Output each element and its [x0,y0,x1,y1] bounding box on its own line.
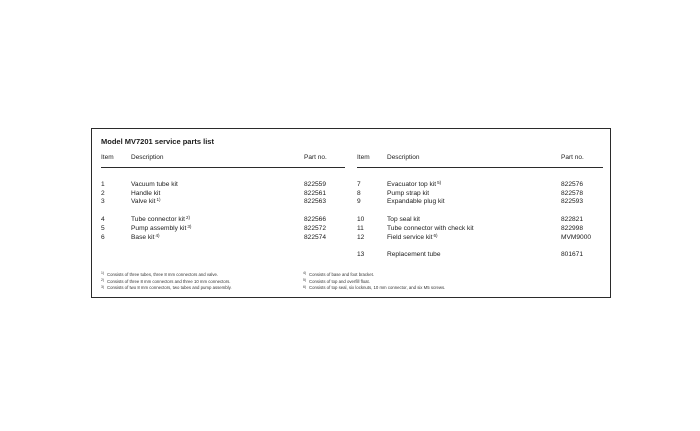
footnote: $^{6)}$ Consists of top seal, six locknuts, 10 mm connector, and six M5 screws. [303,284,446,291]
part-number: 822572 [304,225,327,232]
column-header-part-no: Part no. [561,154,584,161]
item-number: 7 [357,181,361,188]
item-number: 6 [101,234,105,241]
part-number: 822563 [304,198,327,205]
item-number: 9 [357,198,361,205]
item-description: Pump strap kit [387,190,430,197]
item-description: Handle kit [131,190,161,197]
part-number: 822998 [561,225,584,232]
column-header-item: Item [357,154,370,161]
part-number: 801671 [561,251,584,258]
column-header-description: Description [387,154,420,161]
item-description: Pump assembly kit$^{3)}$ [131,223,192,232]
part-number: 822559 [304,181,327,188]
page-title: Model MV7201 service parts list [101,137,214,146]
item-description: Vacuum tube kit [131,181,178,188]
part-number: MVM9000 [561,234,592,241]
item-description: Tube connector with check kit [387,225,474,232]
footnote-ref: 3) [187,223,192,229]
item-description: Valve kit$^{1)}$ [131,196,161,205]
footnote: $^{2)}$ Consists of three 8 mm connectors and three 10 mm connectors. [101,278,231,284]
footnote: $^{1)}$ Consists of three tubes, three 8 mm connectors and valve. [101,271,219,277]
table-row [357,181,603,190]
item-description: Expandable plug kit [387,198,445,205]
item-description: Replacement tube [387,251,441,258]
item-description: Top seal kit [387,216,420,223]
table-row [101,198,345,207]
footnote-ref: 4) [155,232,160,238]
item-description: Evacuator top kit$^{5)}$ [387,179,442,188]
footnote: $^{5)}$ Consists of top and overfill float. [303,278,370,284]
item-number: 2 [101,190,105,197]
item-number: 12 [357,234,365,241]
footnote: $^{4)}$ Consists of base and foot bracket. [303,271,374,277]
header-divider [357,167,603,168]
part-number: 822574 [304,234,327,241]
item-number: 13 [357,251,365,258]
column-header-description: Description [131,154,164,161]
table-row [357,198,603,207]
item-number: 1 [101,181,105,188]
column-header-part-no: Part no. [304,154,327,161]
item-number: 11 [357,225,364,232]
part-number: 822566 [304,216,327,223]
item-number: 5 [101,225,105,232]
footnote-ref: 1) [156,196,161,202]
footnote-ref: 5) [437,179,442,185]
table-row [101,216,345,225]
part-number: 822593 [561,198,584,205]
table-row [357,251,603,260]
column-header-item: Item [101,154,114,161]
item-description: Base kit$^{4)}$ [131,232,160,241]
item-description: Tube connector kit$^{2)}$ [131,214,191,223]
table-row [101,225,345,234]
item-number: 4 [101,216,105,223]
part-number: 822576 [561,181,584,188]
item-number: 10 [357,216,365,223]
part-number: 822561 [304,190,327,197]
item-description: Field service kit$^{6)}$ [387,232,438,241]
footnote-ref: 6) [433,232,438,238]
table-row [101,234,345,243]
footnote-ref: 2) [186,214,191,220]
table-row [357,225,603,234]
footnotes-left [101,272,232,292]
footnotes-right [303,272,445,292]
part-number: 822821 [561,216,584,223]
item-number: 8 [357,190,361,197]
table-row [357,234,603,243]
table-row [101,181,345,190]
table-row [357,216,603,225]
parts-list-panel [91,128,611,298]
footnote: $^{3)}$ Consists of two 8 mm connectors, two tubes and pump assembly. [101,284,232,291]
item-number: 3 [101,198,105,205]
part-number: 822578 [561,190,584,197]
header-divider [101,167,345,168]
